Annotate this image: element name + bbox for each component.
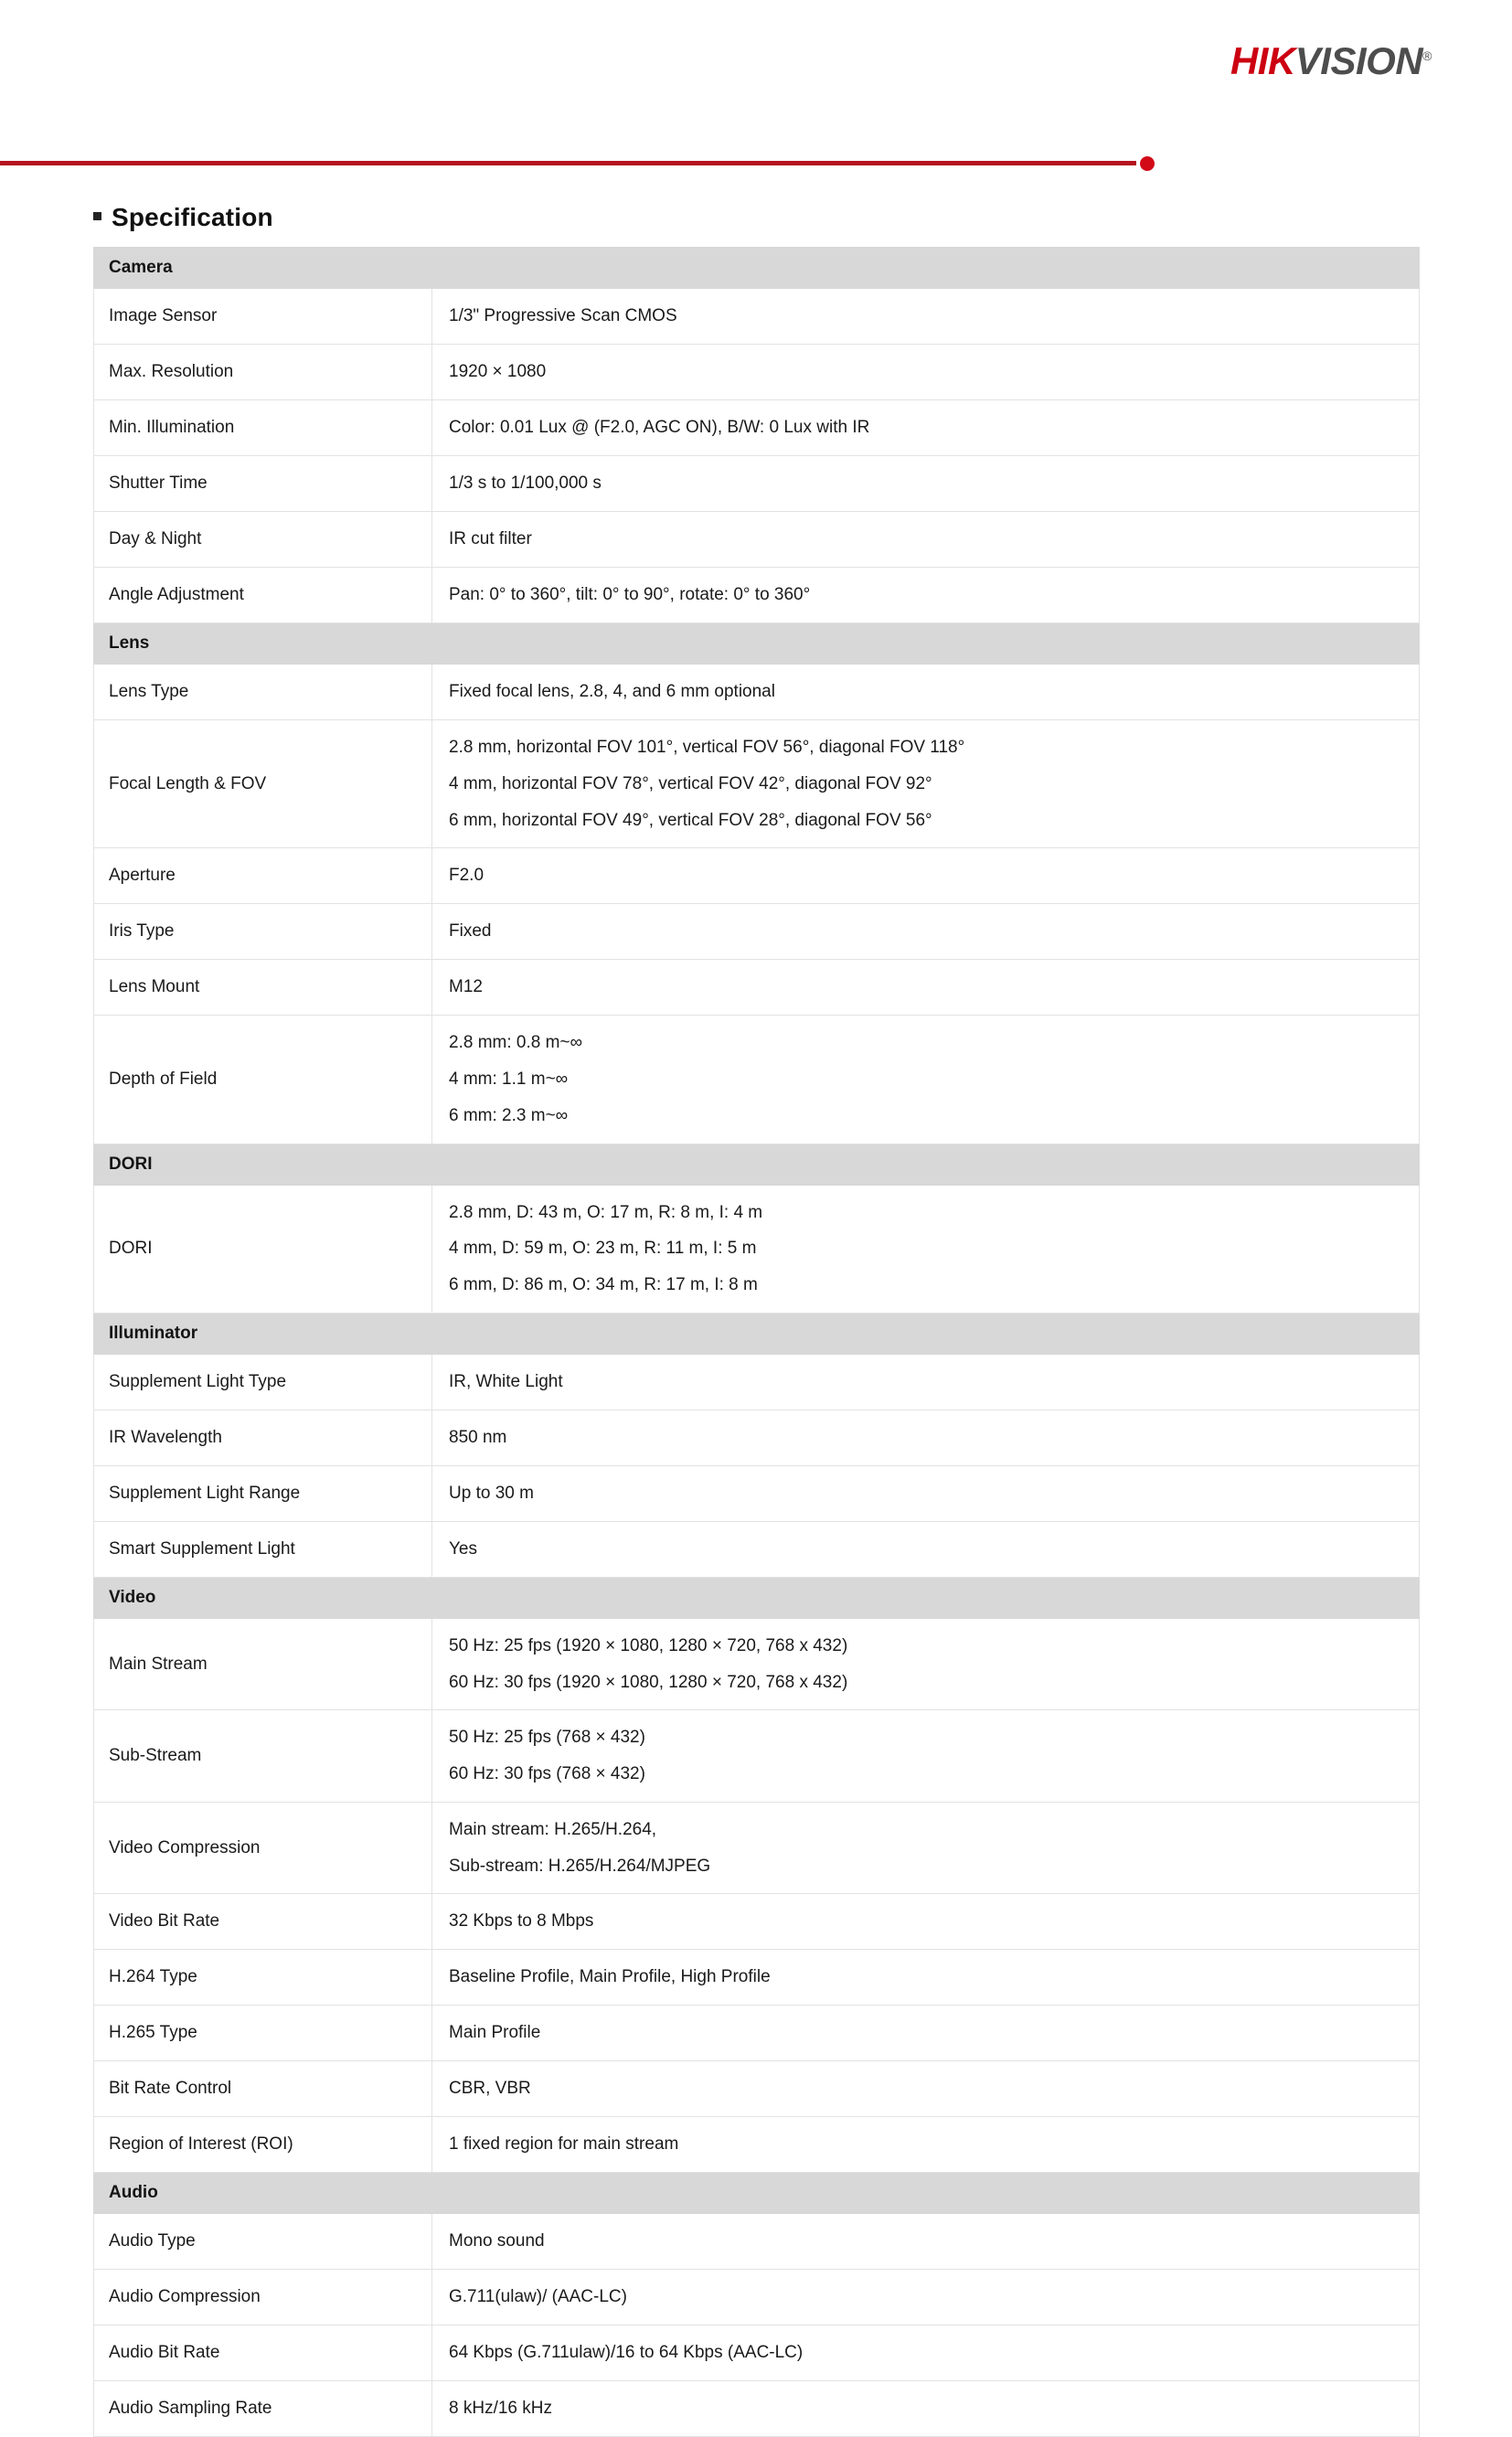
spec-value-line: 6 mm, horizontal FOV 49°, vertical FOV 28°, diagonal FOV 56° bbox=[449, 810, 932, 830]
spec-label-cell: Depth of Field bbox=[94, 1016, 432, 1144]
spec-value-line: 60 Hz: 30 fps (1920 × 1080, 1280 × 720, 768 x 432) bbox=[449, 1672, 848, 1692]
spec-label-cell: Max. Resolution bbox=[94, 345, 432, 400]
spec-label-cell: Min. Illumination bbox=[94, 400, 432, 456]
spec-group-header-row bbox=[94, 1144, 1420, 1185]
spec-label-cell: H.264 Type bbox=[94, 1950, 432, 2006]
logo-text-hik: HIK bbox=[1230, 39, 1295, 82]
spec-label-cell: Audio Bit Rate bbox=[94, 2325, 432, 2381]
spec-value-cell bbox=[432, 1185, 1420, 1313]
spec-value-cell: IR cut filter bbox=[432, 512, 1420, 568]
spec-label-cell: Main Stream bbox=[94, 1618, 432, 1710]
spec-label-cell: Day & Night bbox=[94, 512, 432, 568]
spec-value-cell bbox=[432, 1016, 1420, 1144]
spec-value-line: 4 mm, D: 59 m, O: 23 m, R: 11 m, I: 5 m bbox=[449, 1239, 757, 1259]
spec-group-header-label: Camera bbox=[94, 248, 1420, 289]
page-header bbox=[0, 0, 1512, 169]
spec-group-header-label: Lens bbox=[94, 623, 1420, 665]
hikvision-logo bbox=[1230, 39, 1432, 82]
spec-value-cell: 1/3" Progressive Scan CMOS bbox=[432, 289, 1420, 345]
table-row bbox=[94, 1185, 1420, 1313]
spec-value-cell: 32 Kbps to 8 Mbps bbox=[432, 1894, 1420, 1950]
spec-value-cell bbox=[432, 1618, 1420, 1710]
spec-value-line: Sub-stream: H.265/H.264/MJPEG bbox=[449, 1856, 711, 1876]
spec-value-cell: 64 Kbps (G.711ulaw)/16 to 64 Kbps (AAC-LC) bbox=[432, 2325, 1420, 2381]
table-row bbox=[94, 1016, 1420, 1144]
spec-label-cell: Focal Length & FOV bbox=[94, 720, 432, 848]
spec-value-cell: Fixed bbox=[432, 904, 1420, 960]
spec-group-header-label: Audio bbox=[94, 2173, 1420, 2214]
specification-table bbox=[93, 247, 1420, 2437]
spec-group-header-label: Illuminator bbox=[94, 1313, 1420, 1354]
spec-label-cell: Audio Type bbox=[94, 2214, 432, 2270]
spec-value-cell: Mono sound bbox=[432, 2214, 1420, 2270]
spec-label-cell: Video Compression bbox=[94, 1802, 432, 1894]
spec-value-line: Main stream: H.265/H.264, bbox=[449, 1819, 657, 1839]
spec-value-cell: 850 nm bbox=[432, 1410, 1420, 1465]
table-row bbox=[94, 2006, 1420, 2061]
spec-value-line: 4 mm, horizontal FOV 78°, vertical FOV 42°, diagonal FOV 92° bbox=[449, 773, 932, 793]
spec-group-header-row bbox=[94, 1577, 1420, 1618]
spec-label-cell: Video Bit Rate bbox=[94, 1894, 432, 1950]
table-row bbox=[94, 456, 1420, 512]
spec-value-cell: 8 kHz/16 kHz bbox=[432, 2381, 1420, 2437]
spec-value-cell: Yes bbox=[432, 1521, 1420, 1577]
table-row bbox=[94, 1618, 1420, 1710]
spec-label-cell: Audio Compression bbox=[94, 2270, 432, 2325]
table-row bbox=[94, 2117, 1420, 2173]
spec-value-cell: 1/3 s to 1/100,000 s bbox=[432, 456, 1420, 512]
table-row bbox=[94, 512, 1420, 568]
spec-value-cell bbox=[432, 1802, 1420, 1894]
spec-value-cell: G.711(ulaw)/ (AAC-LC) bbox=[432, 2270, 1420, 2325]
table-row bbox=[94, 2325, 1420, 2381]
spec-label-cell: Lens Mount bbox=[94, 960, 432, 1016]
table-row bbox=[94, 848, 1420, 904]
spec-value-cell: IR, White Light bbox=[432, 1354, 1420, 1410]
spec-value-cell: 1 fixed region for main stream bbox=[432, 2117, 1420, 2173]
page-title-text: Specification bbox=[112, 203, 273, 231]
table-row bbox=[94, 665, 1420, 720]
logo-text-vision: VISION bbox=[1294, 39, 1423, 82]
header-divider-rule bbox=[0, 161, 1136, 165]
spec-value-line: 50 Hz: 25 fps (768 × 432) bbox=[449, 1728, 645, 1748]
spec-label-cell: IR Wavelength bbox=[94, 1410, 432, 1465]
spec-value-cell: Baseline Profile, Main Profile, High Profile bbox=[432, 1950, 1420, 2006]
spec-value-cell: Fixed focal lens, 2.8, 4, and 6 mm optional bbox=[432, 665, 1420, 720]
spec-label-cell: DORI bbox=[94, 1185, 432, 1313]
spec-value-line: 2.8 mm: 0.8 m~∞ bbox=[449, 1033, 583, 1053]
spec-value-line: 6 mm, D: 86 m, O: 34 m, R: 17 m, I: 8 m bbox=[449, 1275, 758, 1294]
registered-trademark-icon: ® bbox=[1422, 48, 1432, 63]
spec-value-line: 60 Hz: 30 fps (768 × 432) bbox=[449, 1764, 645, 1783]
spec-value-line: 2.8 mm, horizontal FOV 101°, vertical FOV 56°, diagonal FOV 118° bbox=[449, 738, 965, 757]
table-row bbox=[94, 568, 1420, 623]
spec-value-line: 4 mm: 1.1 m~∞ bbox=[449, 1070, 569, 1089]
spec-label-cell: Audio Sampling Rate bbox=[94, 2381, 432, 2437]
header-accent-dot bbox=[1140, 156, 1155, 171]
table-row bbox=[94, 1802, 1420, 1894]
spec-group-header-row bbox=[94, 248, 1420, 289]
spec-value-cell: Up to 30 m bbox=[432, 1465, 1420, 1521]
table-row bbox=[94, 2381, 1420, 2437]
table-row bbox=[94, 1710, 1420, 1803]
page-title bbox=[93, 203, 273, 232]
spec-value-cell: 1920 × 1080 bbox=[432, 345, 1420, 400]
spec-value-line: 2.8 mm, D: 43 m, O: 17 m, R: 8 m, I: 4 m bbox=[449, 1202, 763, 1222]
spec-value-line: 50 Hz: 25 fps (1920 × 1080, 1280 × 720, 768 x 432) bbox=[449, 1635, 848, 1655]
specification-table-body bbox=[94, 248, 1420, 2437]
spec-label-cell: Lens Type bbox=[94, 665, 432, 720]
table-row bbox=[94, 1521, 1420, 1577]
spec-value-cell: M12 bbox=[432, 960, 1420, 1016]
table-row bbox=[94, 2214, 1420, 2270]
spec-value-cell: Color: 0.01 Lux @ (F2.0, AGC ON), B/W: 0 Lux with IR bbox=[432, 400, 1420, 456]
table-row bbox=[94, 400, 1420, 456]
table-row bbox=[94, 1950, 1420, 2006]
table-row bbox=[94, 1894, 1420, 1950]
spec-label-cell: Shutter Time bbox=[94, 456, 432, 512]
table-row bbox=[94, 345, 1420, 400]
spec-label-cell: Angle Adjustment bbox=[94, 568, 432, 623]
spec-label-cell: H.265 Type bbox=[94, 2006, 432, 2061]
spec-label-cell: Iris Type bbox=[94, 904, 432, 960]
spec-value-cell: Main Profile bbox=[432, 2006, 1420, 2061]
table-row bbox=[94, 904, 1420, 960]
spec-label-cell: Region of Interest (ROI) bbox=[94, 2117, 432, 2173]
spec-label-cell: Supplement Light Range bbox=[94, 1465, 432, 1521]
spec-label-cell: Aperture bbox=[94, 848, 432, 904]
spec-group-header-row bbox=[94, 1313, 1420, 1354]
spec-value-line: 6 mm: 2.3 m~∞ bbox=[449, 1105, 569, 1125]
spec-group-header-row bbox=[94, 2173, 1420, 2214]
table-row bbox=[94, 2061, 1420, 2117]
spec-label-cell: Bit Rate Control bbox=[94, 2061, 432, 2117]
table-row bbox=[94, 1410, 1420, 1465]
spec-label-cell: Image Sensor bbox=[94, 289, 432, 345]
table-row bbox=[94, 289, 1420, 345]
spec-label-cell: Sub-Stream bbox=[94, 1710, 432, 1803]
spec-label-cell: Smart Supplement Light bbox=[94, 1521, 432, 1577]
spec-group-header-row bbox=[94, 623, 1420, 665]
spec-value-cell: F2.0 bbox=[432, 848, 1420, 904]
spec-value-cell: Pan: 0° to 360°, tilt: 0° to 90°, rotate: 0° to 360° bbox=[432, 568, 1420, 623]
spec-group-header-label: DORI bbox=[94, 1144, 1420, 1185]
spec-value-cell bbox=[432, 720, 1420, 848]
table-row bbox=[94, 1354, 1420, 1410]
table-row bbox=[94, 2270, 1420, 2325]
spec-label-cell: Supplement Light Type bbox=[94, 1354, 432, 1410]
spec-value-cell bbox=[432, 1710, 1420, 1803]
table-row bbox=[94, 720, 1420, 848]
table-row bbox=[94, 960, 1420, 1016]
spec-group-header-label: Video bbox=[94, 1577, 1420, 1618]
bullet-square-icon bbox=[93, 212, 101, 220]
spec-value-cell: CBR, VBR bbox=[432, 2061, 1420, 2117]
table-row bbox=[94, 1465, 1420, 1521]
